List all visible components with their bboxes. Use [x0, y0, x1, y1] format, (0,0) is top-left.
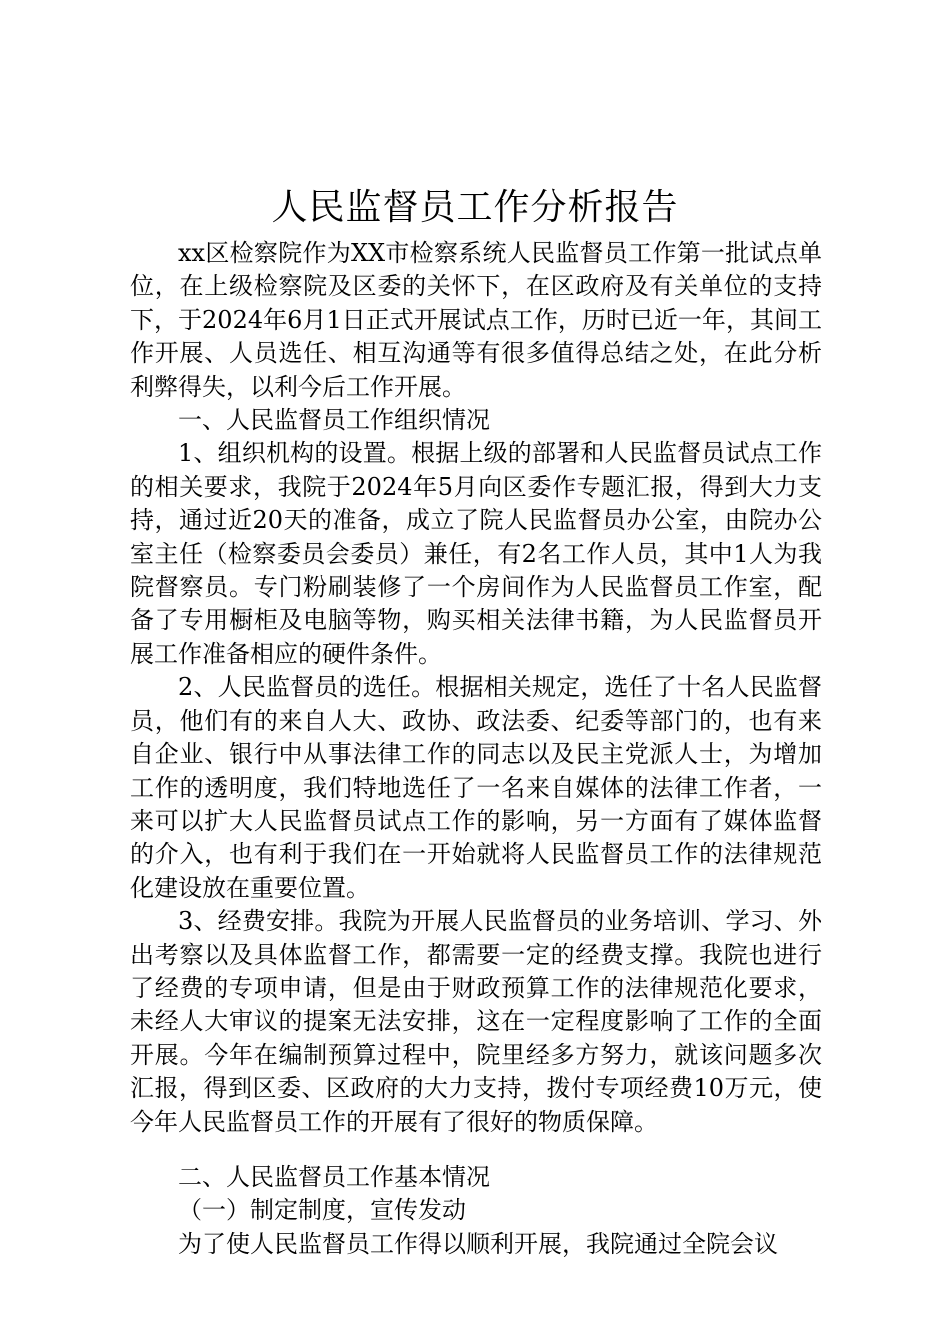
document-body [130, 237, 822, 1261]
section-heading-2: 二、人民监督员工作基本情况 [178, 1162, 490, 1191]
paragraph-measures: 为了使人民监督员工作得以顺利开展，我院通过全院会议 [178, 1229, 778, 1258]
paragraph-organization: 1、组织机构的设置。根据上级的部署和人民监督员试点工作的相关要求，我院于2024年5月向区委作专题汇报，得到大力支持，通过近20天的准备，成立了院人民监督员办公室，由院办公室主任（检察委员会委员）兼任，有2名工作人员，其中1人为我院督察员。专门粉刷装修了一个房间作为人民监督员工作室，配备了专用橱柜及电脑等物，购买相关法律书籍，为人民监督员开展工作准备相应的硬件条件。 [130, 439, 822, 668]
document-title: 人民监督员工作分析报告 [271, 187, 679, 228]
paragraph-spacer [130, 1139, 822, 1161]
paragraph-funding: 3、经费安排。我院为开展人民监督员的业务培训、学习、外出考察以及具体监督工作，都需要一定的经费支撑。我院也进行了经费的专项申请，但是由于财政预算工作的法律规范化要求，未经人大审议的提案无法安排，这在一定程度影响了工作的全面开展。今年在编制预算过程中，院里经多方努力，就该问题多次汇报，得到区委、区政府的大力支持，拨付专项经费10万元，使今年人民监督员工作的开展有了很好的物质保障。 [130, 907, 822, 1136]
paragraph-selection: 2、人民监督员的选任。根据相关规定，选任了十名人民监督员，他们有的来自人大、政协、政法委、纪委等部门的，也有来自企业、银行中从事法律工作的同志以及民主党派人士，为增加工作的透明度，我们特地选任了一名来自媒体的法律工作者，一来可以扩大人民监督员试点工作的影响，另一方面有了媒体监督的介入，也有利于我们在一开始就将人民监督员工作的法律规范化建设放在重要位置。 [130, 673, 822, 902]
subsection-heading-1: （一）制定制度，宣传发动 [178, 1196, 466, 1225]
section-heading-1: 一、人民监督员工作组织情况 [178, 406, 490, 435]
paragraph-intro: xx区检察院作为XX市检察系统人民监督员工作第一批试点单位，在上级检察院及区委的关怀下，在区政府及有关单位的支持下，于2024年6月1日正式开展试点工作，历时已近一年，其间工作开展、人员选任、相互沟通等有很多值得总结之处，在此分析利弊得失，以利今后工作开展。 [130, 239, 822, 401]
